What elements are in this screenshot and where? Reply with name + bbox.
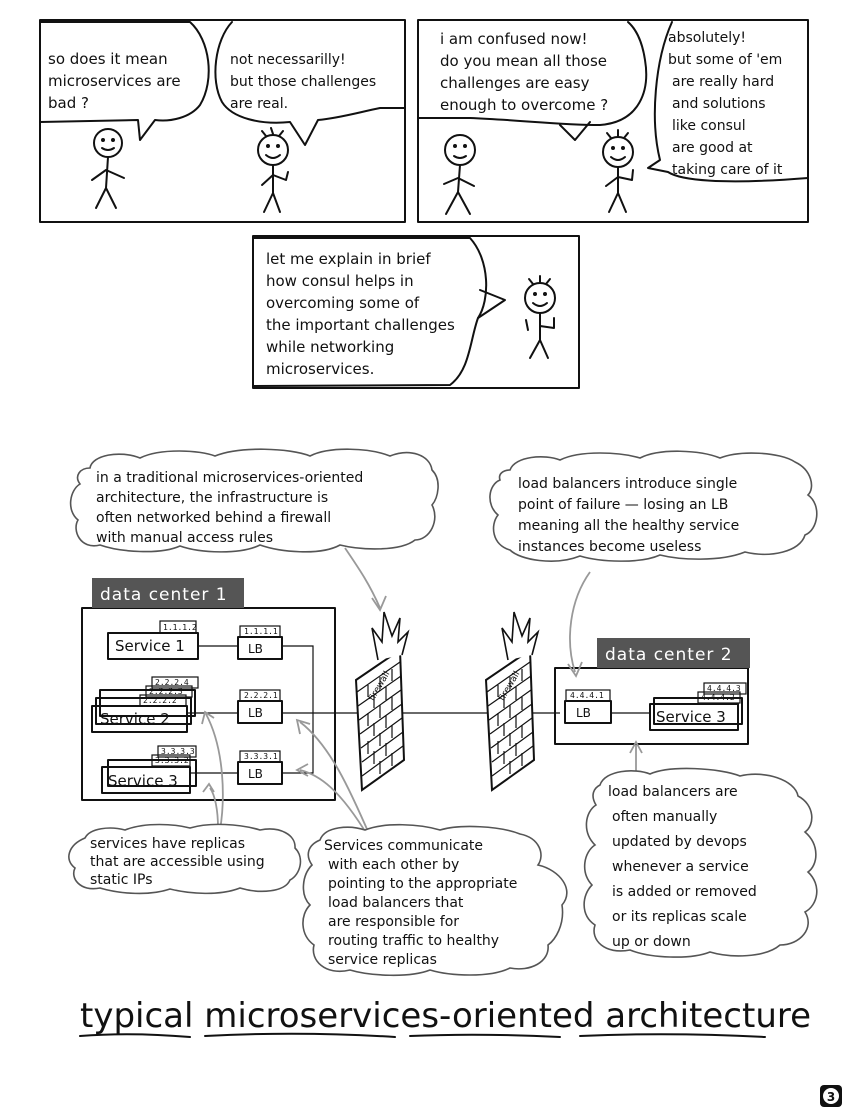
- stick-figure-1: [92, 129, 124, 208]
- stick-figure-4: [603, 130, 633, 212]
- service-1-label: Service 1: [115, 637, 185, 655]
- p3-line-2: overcoming some of: [266, 294, 420, 312]
- lb-2-label: LB: [248, 706, 263, 720]
- p1r-line-1: but those challenges: [230, 74, 377, 90]
- panel-1-left-text: [48, 50, 185, 112]
- p3-line-0: let me explain in brief: [266, 250, 431, 268]
- stick-figure-5: [525, 276, 555, 358]
- cm-line-2: updated by devops: [612, 834, 747, 850]
- cr-line-0: services have replicas: [90, 836, 245, 852]
- cc-line-0: Services communicate: [324, 838, 484, 854]
- panel-3-bubble-tail: [478, 290, 505, 318]
- p1l-line-1: microservices are: [48, 72, 181, 90]
- cr-line-2: static IPs: [90, 872, 153, 888]
- panel-2-left-text: [440, 30, 612, 114]
- p2l-line-3: enough to overcome ?: [440, 96, 609, 114]
- firewall-1-label: firewall: [367, 669, 393, 703]
- p1r-line-2: are real.: [230, 96, 289, 112]
- panel-1-right-text: [230, 52, 381, 112]
- lb-3-label: LB: [248, 767, 263, 781]
- cc-line-4: are responsible for: [328, 914, 460, 930]
- p2l-line-0: i am confused now!: [440, 30, 588, 48]
- p1r-line-0: not necessarilly!: [230, 52, 346, 68]
- p2r-line-2: are really hard: [672, 74, 775, 90]
- dc2-service-label: Service 3: [656, 708, 726, 726]
- svc2-ip-1: 2.2.2.3: [149, 687, 183, 696]
- cl-line-0: load balancers introduce single: [518, 476, 738, 492]
- cr-line-1: that are accessible using: [90, 854, 265, 870]
- stick-figure-3: [444, 135, 475, 214]
- p3-line-4: while networking: [266, 338, 395, 356]
- p2r-line-4: like consul: [672, 118, 746, 134]
- svc2-ip-2: 2.2.2.2: [143, 696, 177, 705]
- p2r-line-1: but some of 'em: [668, 52, 783, 68]
- cf-line-3: with manual access rules: [96, 530, 274, 546]
- lb-1-label: LB: [248, 642, 263, 656]
- cf-line-1: architecture, the infrastructure is: [96, 490, 329, 506]
- service-2-label: Service 2: [100, 710, 170, 728]
- cm-line-1: often manually: [612, 809, 718, 825]
- svc2-ip-0: 2.2.2.4: [155, 678, 189, 687]
- p2r-line-5: are good at: [672, 140, 753, 156]
- svc3-ip-1: 3.3.3.2: [155, 756, 189, 765]
- cm-line-6: up or down: [612, 934, 691, 950]
- p2l-line-1: do you mean all those: [440, 52, 608, 70]
- page-number: 3: [826, 1090, 836, 1104]
- cc-line-6: service replicas: [328, 952, 437, 968]
- p3-line-5: microservices.: [266, 360, 375, 378]
- dc1-label: data center 1: [100, 585, 228, 605]
- cm-line-0: load balancers are: [608, 784, 738, 800]
- firewall-2-label: firewall: [497, 669, 523, 703]
- p2l-line-2: challenges are easy: [440, 74, 590, 92]
- cc-line-1: with each other by: [328, 857, 460, 873]
- p2r-line-0: absolutely!: [668, 30, 746, 46]
- dc2-svc-ip-1: 4.4.4.2: [701, 693, 735, 702]
- lb3-ip: 3.3.3.1: [244, 752, 278, 761]
- cl-line-2: meaning all the healthy service: [518, 518, 740, 534]
- p3-line-3: the important challenges: [266, 316, 455, 334]
- panel-2-right-text: [668, 30, 787, 178]
- page-title: typical microservices-oriented architecture: [80, 996, 812, 1036]
- lb2-ip: 2.2.2.1: [244, 691, 278, 700]
- cc-line-2: pointing to the appropriate: [328, 876, 518, 892]
- cf-line-0: in a traditional microservices-oriented: [96, 470, 364, 486]
- cl-line-3: instances become useless: [518, 539, 702, 555]
- dc2-svc-ip-0: 4.4.4.3: [707, 684, 741, 693]
- cc-line-3: load balancers that: [328, 895, 464, 911]
- p2r-line-3: and solutions: [672, 96, 766, 112]
- cm-line-4: is added or removed: [612, 884, 757, 900]
- cl-line-1: point of failure — losing an LB: [518, 497, 729, 513]
- service-3-label: Service 3: [108, 772, 178, 790]
- cm-line-5: or its replicas scale: [612, 909, 747, 925]
- p1l-line-0: so does it mean: [48, 50, 168, 68]
- cc-line-5: routing traffic to healthy: [328, 933, 500, 949]
- dc2-lb-ip: 4.4.4.1: [570, 691, 604, 700]
- lb1-ip: 1.1.1.1: [244, 627, 278, 636]
- dc2-lb-label: LB: [576, 706, 591, 720]
- cf-line-2: often networked behind a firewall: [96, 510, 332, 526]
- p3-line-1: how consul helps in: [266, 272, 414, 290]
- firewall-1-icon: [356, 612, 408, 790]
- firewall-2-icon: [486, 612, 538, 790]
- panel-3-text: [266, 250, 460, 378]
- p2r-line-6: taking care of it: [672, 162, 783, 178]
- svc1-ip-0: 1.1.1.2: [163, 623, 197, 632]
- p1l-line-2: bad ?: [48, 94, 89, 112]
- cm-line-3: whenever a service: [612, 859, 749, 875]
- dc2-label: data center 2: [605, 645, 733, 665]
- stick-figure-2: [258, 128, 288, 212]
- svc3-ip-0: 3.3.3.3: [161, 747, 195, 756]
